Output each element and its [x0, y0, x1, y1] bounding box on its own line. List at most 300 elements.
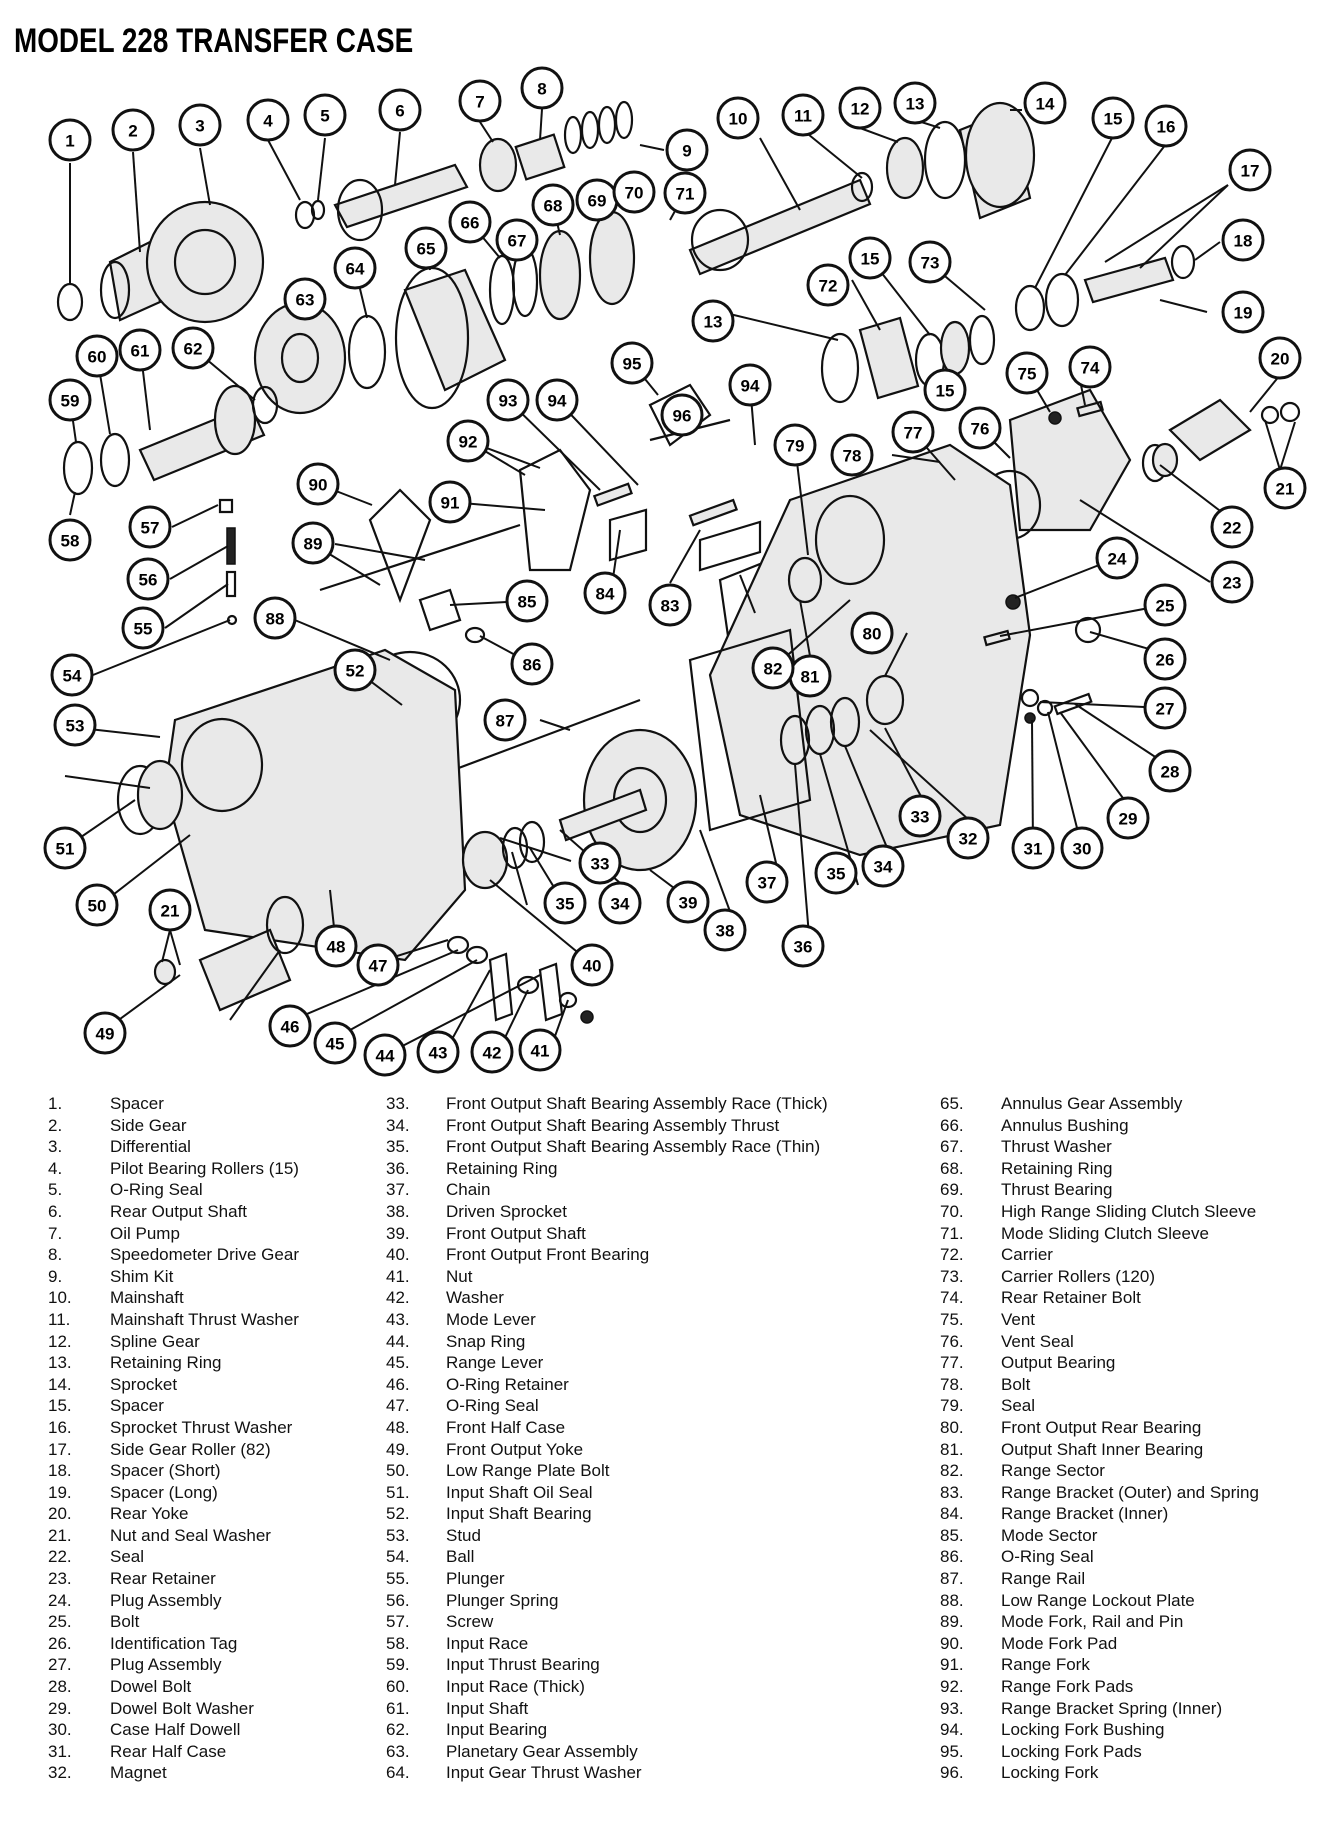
legend-row — [48, 1611, 299, 1633]
legend-item-label: Vent Seal — [1001, 1331, 1074, 1351]
legend-row — [386, 1115, 828, 1137]
legend-item-number: 22. — [48, 1547, 72, 1567]
legend-item-number: 9. — [48, 1266, 63, 1286]
legend-row — [386, 1460, 828, 1482]
legend-item-label: Shim Kit — [110, 1266, 174, 1286]
legend-item-label: Driven Sprocket — [446, 1201, 567, 1221]
legend-item-number: 66. — [940, 1115, 964, 1135]
legend-column-2 — [386, 1093, 828, 1784]
callout-59 — [50, 380, 90, 420]
legend-item-number: 4. — [48, 1158, 63, 1178]
callout-72 — [808, 265, 848, 305]
legend-item-number: 28. — [48, 1677, 72, 1697]
callout-70 — [614, 172, 654, 212]
legend-row — [48, 1417, 299, 1439]
callout-number: 75 — [1017, 364, 1037, 384]
legend-item-label: Mainshaft — [110, 1288, 184, 1308]
legend-item-number: 86. — [940, 1547, 964, 1567]
legend-item-label: Magnet — [110, 1763, 167, 1783]
callout-33 — [900, 796, 940, 836]
callout-11 — [783, 95, 823, 135]
callout-77 — [893, 412, 933, 452]
callout-number: 15 — [935, 381, 955, 401]
callout-number: 51 — [55, 839, 75, 859]
callout-48 — [316, 926, 356, 966]
legend-item-number: 2. — [48, 1115, 63, 1135]
callout-73 — [910, 242, 950, 282]
legend-item-label: Stud — [446, 1525, 481, 1545]
callout-number: 88 — [265, 609, 285, 629]
callout-number: 58 — [60, 531, 80, 551]
callout-88 — [255, 598, 295, 638]
callout-96 — [662, 395, 702, 435]
legend-item-number: 49. — [386, 1439, 410, 1459]
legend-row — [386, 1503, 828, 1525]
callout-number: 50 — [87, 896, 107, 916]
legend-item-number: 21. — [48, 1525, 72, 1545]
legend-row — [940, 1179, 1259, 1201]
legend-item-label: Range Rail — [1001, 1569, 1086, 1589]
callout-4 — [248, 100, 288, 140]
callout-number: 45 — [325, 1034, 345, 1054]
legend-row — [48, 1395, 299, 1417]
legend-item-number: 48. — [386, 1417, 410, 1437]
callout-18 — [1223, 220, 1263, 260]
callout-8 — [522, 68, 562, 108]
callout-number: 71 — [675, 184, 695, 204]
legend-row — [386, 1201, 828, 1223]
callout-number: 85 — [517, 592, 537, 612]
callout-7 — [460, 81, 500, 121]
callout-number: 5 — [320, 106, 330, 126]
legend-column-3 — [940, 1093, 1259, 1784]
callout-63 — [285, 279, 325, 319]
legend-row — [386, 1482, 828, 1504]
legend-item-label: Front Output Rear Bearing — [1001, 1417, 1202, 1437]
legend-row — [48, 1676, 299, 1698]
legend-item-number: 31. — [48, 1741, 72, 1761]
legend-item-label: Mode Sector — [1001, 1525, 1098, 1545]
callout-number: 35 — [826, 864, 846, 884]
callout-number: 82 — [763, 659, 783, 679]
legend-row — [386, 1654, 828, 1676]
legend-item-number: 74. — [940, 1288, 964, 1308]
callout-93 — [488, 380, 528, 420]
callout-6 — [380, 90, 420, 130]
callout-number: 38 — [715, 921, 735, 941]
legend-item-label: Retaining Ring — [110, 1353, 222, 1373]
legend-item-number: 6. — [48, 1201, 63, 1221]
legend-item-label: Front Output Front Bearing — [446, 1245, 650, 1265]
callout-2 — [113, 110, 153, 150]
diagram-title: MODEL 228 TRANSFER CASE — [14, 22, 414, 60]
legend-item-label: Mode Fork, Rail and Pin — [1001, 1612, 1184, 1632]
callout-94 — [730, 365, 770, 405]
callout-67 — [497, 220, 537, 260]
callout-number: 94 — [547, 391, 567, 411]
legend-row — [386, 1762, 828, 1784]
legend-row — [386, 1633, 828, 1655]
legend-item-number: 80. — [940, 1417, 964, 1437]
callout-27 — [1145, 688, 1185, 728]
callout-65 — [406, 228, 446, 268]
legend-item-number: 58. — [386, 1633, 410, 1653]
legend-item-label: Case Half Dowell — [110, 1720, 241, 1740]
callout-number: 66 — [460, 213, 480, 233]
legend-item-number: 69. — [940, 1180, 964, 1200]
callout-number: 3 — [195, 116, 205, 136]
legend-item-number: 51. — [386, 1482, 410, 1502]
callout-94 — [537, 380, 577, 420]
callout-17 — [1230, 150, 1270, 190]
legend-item-label: Rear Retainer — [110, 1569, 216, 1589]
callout-number: 78 — [842, 446, 862, 466]
legend-row — [940, 1331, 1259, 1353]
callout-number: 26 — [1155, 650, 1175, 670]
callout-number: 41 — [530, 1041, 550, 1061]
legend-item-number: 36. — [386, 1158, 410, 1178]
legend-row — [386, 1179, 828, 1201]
legend-row — [386, 1568, 828, 1590]
callout-number: 33 — [590, 854, 610, 874]
legend-item-number: 83. — [940, 1482, 964, 1502]
callout-91 — [430, 482, 470, 522]
legend-item-label: Range Sector — [1001, 1461, 1105, 1481]
legend-item-label: High Range Sliding Clutch Sleeve — [1001, 1201, 1257, 1221]
legend-row — [48, 1741, 299, 1763]
legend-item-number: 35. — [386, 1137, 410, 1157]
callout-number: 12 — [850, 99, 870, 119]
legend-row — [48, 1093, 299, 1115]
legend-row — [386, 1352, 828, 1374]
legend-row — [48, 1654, 299, 1676]
legend-item-label: Plug Assembly — [110, 1590, 222, 1610]
legend-item-label: Carrier — [1001, 1245, 1053, 1265]
legend-item-number: 3. — [48, 1137, 63, 1157]
legend-item-label: Range Fork Pads — [1001, 1677, 1134, 1697]
legend-row — [940, 1698, 1259, 1720]
callout-81 — [790, 656, 830, 696]
callout-92 — [448, 421, 488, 461]
callout-number: 15 — [1103, 109, 1123, 129]
callout-49 — [85, 1013, 125, 1053]
callout-41 — [520, 1030, 560, 1070]
callout-number: 69 — [587, 191, 607, 211]
callout-14 — [1025, 83, 1065, 123]
legend-row — [48, 1460, 299, 1482]
legend-row — [48, 1266, 299, 1288]
legend-row — [48, 1525, 299, 1547]
callout-62 — [173, 328, 213, 368]
legend-row — [48, 1719, 299, 1741]
callout-39 — [668, 882, 708, 922]
legend-item-label: Range Bracket (Inner) — [1001, 1504, 1169, 1524]
callout-number: 43 — [428, 1043, 448, 1063]
callout-number: 90 — [308, 475, 328, 495]
callout-42 — [472, 1032, 512, 1072]
legend-item-label: Plunger — [446, 1569, 505, 1589]
legend-row — [48, 1331, 299, 1353]
callout-number: 95 — [622, 354, 642, 374]
legend-item-number: 40. — [386, 1245, 410, 1265]
callout-87 — [485, 700, 525, 740]
legend-row — [940, 1136, 1259, 1158]
legend-item-number: 5. — [48, 1180, 63, 1200]
legend-item-label: Plunger Spring — [446, 1590, 559, 1610]
callout-43 — [418, 1032, 458, 1072]
callout-9 — [667, 130, 707, 170]
legend-item-label: Input Race — [446, 1633, 529, 1653]
legend-item-label: Range Bracket Spring (Inner) — [1001, 1698, 1223, 1718]
legend-item-label: Low Range Lockout Plate — [1001, 1590, 1195, 1610]
callout-86 — [512, 644, 552, 684]
legend-item-number: 94. — [940, 1720, 964, 1740]
legend-row — [940, 1762, 1259, 1784]
callout-number: 48 — [326, 937, 346, 957]
legend-row — [940, 1741, 1259, 1763]
legend-item-label: Washer — [446, 1288, 504, 1308]
callout-26 — [1145, 639, 1185, 679]
legend-item-label: O-Ring Seal — [1001, 1547, 1094, 1567]
callout-12 — [840, 88, 880, 128]
legend-item-number: 23. — [48, 1569, 72, 1589]
callout-79 — [775, 425, 815, 465]
callout-16 — [1146, 106, 1186, 146]
legend-item-number: 15. — [48, 1396, 72, 1416]
callout-number: 10 — [728, 109, 748, 129]
legend-row — [940, 1611, 1259, 1633]
callout-56 — [128, 559, 168, 599]
callout-number: 21 — [1275, 479, 1295, 499]
legend-row — [48, 1136, 299, 1158]
legend-item-label: Range Fork — [1001, 1655, 1090, 1675]
legend-row — [940, 1352, 1259, 1374]
legend-row — [940, 1395, 1259, 1417]
callout-number: 67 — [507, 231, 527, 251]
legend-row — [386, 1676, 828, 1698]
legend-item-label: Low Range Plate Bolt — [446, 1461, 610, 1481]
callout-number: 57 — [140, 518, 160, 538]
legend-item-number: 46. — [386, 1374, 410, 1394]
legend-row — [940, 1309, 1259, 1331]
callout-50 — [77, 885, 117, 925]
callout-number: 60 — [87, 347, 107, 367]
legend-item-label: Input Shaft Bearing — [446, 1504, 592, 1524]
legend-item-label: Locking Fork — [1001, 1763, 1099, 1783]
callout-number: 21 — [160, 901, 180, 921]
callout-number: 8 — [537, 79, 547, 99]
legend-item-label: Output Shaft Inner Bearing — [1001, 1439, 1204, 1459]
callout-number: 77 — [903, 423, 923, 443]
callout-20 — [1260, 338, 1300, 378]
legend-item-label: Input Gear Thrust Washer — [446, 1763, 642, 1783]
legend-row — [386, 1244, 828, 1266]
legend-item-number: 79. — [940, 1396, 964, 1416]
legend-item-number: 78. — [940, 1374, 964, 1394]
legend-item-label: Retaining Ring — [446, 1158, 558, 1178]
callout-number: 83 — [660, 596, 680, 616]
legend-item-number: 70. — [940, 1201, 964, 1221]
legend-item-label: Seal — [1001, 1396, 1036, 1416]
legend-item-label: Mode Sliding Clutch Sleeve — [1001, 1223, 1209, 1243]
callout-29 — [1108, 798, 1148, 838]
callout-53 — [55, 705, 95, 745]
callout-28 — [1150, 751, 1190, 791]
legend-item-label: Pilot Bearing Rollers (15) — [110, 1158, 299, 1178]
legend-item-number: 65. — [940, 1094, 964, 1113]
callout-85 — [507, 581, 547, 621]
callout-number: 76 — [970, 419, 990, 439]
legend-row — [48, 1287, 299, 1309]
legend-item-label: Dowel Bolt — [110, 1677, 192, 1697]
legend-item-label: Nut and Seal Washer — [110, 1525, 271, 1545]
callout-44 — [365, 1035, 405, 1075]
callout-number: 18 — [1233, 231, 1253, 251]
legend-row — [48, 1439, 299, 1461]
legend-item-label: Plug Assembly — [110, 1655, 222, 1675]
legend-item-number: 82. — [940, 1461, 964, 1481]
callout-23 — [1212, 562, 1252, 602]
legend-item-label: Carrier Rollers (120) — [1001, 1266, 1155, 1286]
legend-row — [940, 1568, 1259, 1590]
callout-number: 52 — [345, 661, 365, 681]
callout-10 — [718, 98, 758, 138]
callout-5 — [305, 95, 345, 135]
callout-number: 49 — [95, 1024, 115, 1044]
legend-item-number: 30. — [48, 1720, 72, 1740]
callout-68 — [533, 185, 573, 225]
legend-row — [48, 1503, 299, 1525]
callout-37 — [747, 862, 787, 902]
legend-row — [940, 1482, 1259, 1504]
legend-item-label: Input Shaft Oil Seal — [446, 1482, 593, 1502]
legend-item-number: 39. — [386, 1223, 410, 1243]
legend-row — [940, 1158, 1259, 1180]
legend-item-number: 88. — [940, 1590, 964, 1610]
callout-number: 20 — [1270, 349, 1290, 369]
callout-95 — [612, 343, 652, 383]
callout-number: 23 — [1222, 573, 1242, 593]
legend-row — [386, 1331, 828, 1353]
legend-item-label: Speedometer Drive Gear — [110, 1245, 299, 1265]
legend-row — [386, 1158, 828, 1180]
callout-number: 54 — [62, 666, 82, 686]
legend-row — [940, 1525, 1259, 1547]
legend-item-label: Bolt — [1001, 1374, 1031, 1394]
legend-item-number: 96. — [940, 1763, 964, 1783]
legend-item-label: Rear Half Case — [110, 1741, 227, 1761]
callout-number: 9 — [682, 141, 692, 161]
callout-number: 2 — [128, 121, 138, 141]
callout-number: 93 — [498, 391, 518, 411]
legend-row — [48, 1309, 299, 1331]
callout-number: 14 — [1035, 94, 1055, 114]
callout-82 — [753, 648, 793, 688]
legend-item-number: 12. — [48, 1331, 72, 1351]
callout-83 — [650, 585, 690, 625]
callout-34 — [600, 883, 640, 923]
callout-80 — [852, 613, 892, 653]
legend-row — [386, 1417, 828, 1439]
callout-number: 36 — [793, 937, 813, 957]
callout-number: 39 — [678, 893, 698, 913]
callout-75 — [1007, 353, 1047, 393]
callout-number: 7 — [475, 92, 485, 112]
legend-item-number: 13. — [48, 1353, 72, 1373]
callout-25 — [1145, 585, 1185, 625]
legend-row — [940, 1417, 1259, 1439]
legend-item-label: Spacer (Short) — [110, 1461, 221, 1481]
callout-number: 70 — [624, 183, 644, 203]
legend-row — [48, 1633, 299, 1655]
legend-row — [386, 1093, 828, 1115]
legend-item-number: 20. — [48, 1504, 72, 1524]
legend-row — [940, 1374, 1259, 1396]
legend-item-number: 47. — [386, 1396, 410, 1416]
callout-71 — [665, 173, 705, 213]
legend-item-number: 81. — [940, 1439, 964, 1459]
legend-row — [940, 1654, 1259, 1676]
callout-54 — [52, 655, 92, 695]
legend-row — [48, 1158, 299, 1180]
legend-item-label: Ball — [446, 1547, 475, 1567]
legend-column-1 — [48, 1093, 299, 1784]
legend-item-label: Spline Gear — [110, 1331, 200, 1351]
legend-row — [48, 1115, 299, 1137]
legend-item-number: 73. — [940, 1266, 964, 1286]
legend-item-number: 55. — [386, 1569, 410, 1589]
callout-35 — [545, 883, 585, 923]
callout-13 — [693, 301, 733, 341]
legend-item-number: 38. — [386, 1201, 410, 1221]
callout-number: 29 — [1118, 809, 1138, 829]
callout-number: 40 — [582, 956, 602, 976]
callout-number: 34 — [873, 857, 893, 877]
legend-item-number: 56. — [386, 1590, 410, 1610]
legend-item-label: Range Bracket (Outer) and Spring — [1001, 1482, 1259, 1502]
legend-item-number: 25. — [48, 1612, 72, 1632]
callout-76 — [960, 408, 1000, 448]
legend-row — [48, 1568, 299, 1590]
legend-item-number: 54. — [386, 1547, 410, 1567]
callout-34 — [863, 846, 903, 886]
callout-number: 27 — [1155, 699, 1175, 719]
legend-item-number: 95. — [940, 1741, 964, 1761]
legend-row — [386, 1136, 828, 1158]
legend-item-number: 64. — [386, 1763, 410, 1783]
callout-number: 81 — [800, 667, 820, 687]
legend-item-number: 75. — [940, 1309, 964, 1329]
legend-item-number: 89. — [940, 1612, 964, 1632]
callout-33 — [580, 843, 620, 883]
callout-number: 31 — [1023, 839, 1043, 859]
legend-item-label: Nut — [446, 1266, 473, 1286]
legend-row — [386, 1719, 828, 1741]
callout-15 — [925, 370, 965, 410]
legend-row — [48, 1546, 299, 1568]
legend-item-number: 18. — [48, 1461, 72, 1481]
legend-item-number: 45. — [386, 1353, 410, 1373]
callout-number: 55 — [133, 619, 153, 639]
callout-number: 15 — [860, 249, 880, 269]
legend-item-number: 26. — [48, 1633, 72, 1653]
callout-31 — [1013, 828, 1053, 868]
legend-item-label: Range Lever — [446, 1353, 544, 1373]
legend-item-number: 33. — [386, 1094, 410, 1113]
legend-row — [386, 1374, 828, 1396]
legend-item-label: O-Ring Seal — [110, 1180, 203, 1200]
legend-item-number: 1. — [48, 1094, 63, 1113]
